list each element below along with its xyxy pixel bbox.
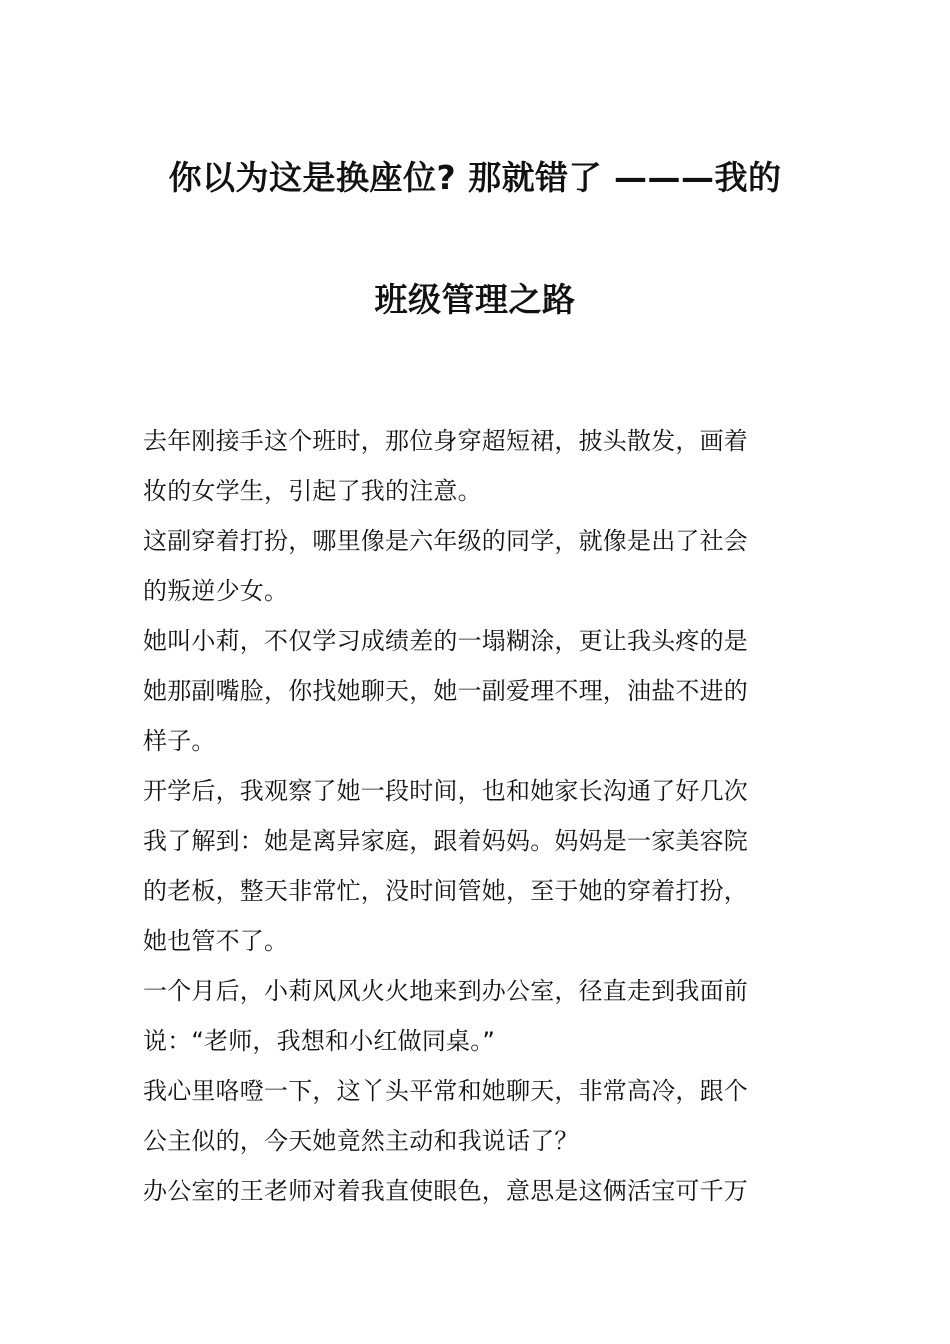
body-line: 她叫小莉，不仅学习成绩差的一塌糊涂，更让我头疼的是 (143, 627, 748, 655)
document-title-line-2: 班级管理之路 (374, 280, 576, 319)
body-line: 的叛逆少女。 (143, 577, 289, 605)
body-line: 公主似的，今天她竟然主动和我说话了？ (143, 1127, 579, 1155)
body-line: 一个月后，小莉风风火火地来到办公室，径直走到我面前 (143, 977, 748, 1005)
body-line: 她也管不了。 (143, 927, 289, 955)
document-title-line-1: 你以为这是换座位? 那就错了 ———我的 (168, 158, 782, 197)
body-line: 样子。 (143, 727, 216, 755)
body-line: 办公室的王老师对着我直使眼色，意思是这俩活宝可千万 (143, 1177, 748, 1205)
body-line: 她那副嘴脸，你找她聊天，她一副爱理不理，油盐不进的 (143, 677, 748, 705)
body-line: 去年刚接手这个班时，那位身穿超短裙，披头散发，画着 (143, 427, 748, 455)
body-line: 我心里咯噔一下，这丫头平常和她聊天，非常高冷，跟个 (143, 1077, 748, 1105)
body-line: 说：“老师，我想和小红做同桌。” (143, 1027, 496, 1055)
body-line: 妆的女学生，引起了我的注意。 (143, 477, 482, 505)
body-line: 这副穿着打扮，哪里像是六年级的同学，就像是出了社会 (143, 527, 748, 555)
body-line: 开学后，我观察了她一段时间，也和她家长沟通了好几次 (143, 777, 748, 805)
body-line: 我了解到：她是离异家庭，跟着妈妈。妈妈是一家美容院 (143, 827, 748, 855)
body-line: 的老板，整天非常忙，没时间管她，至于她的穿着打扮， (143, 877, 748, 905)
document-body (143, 416, 811, 1216)
